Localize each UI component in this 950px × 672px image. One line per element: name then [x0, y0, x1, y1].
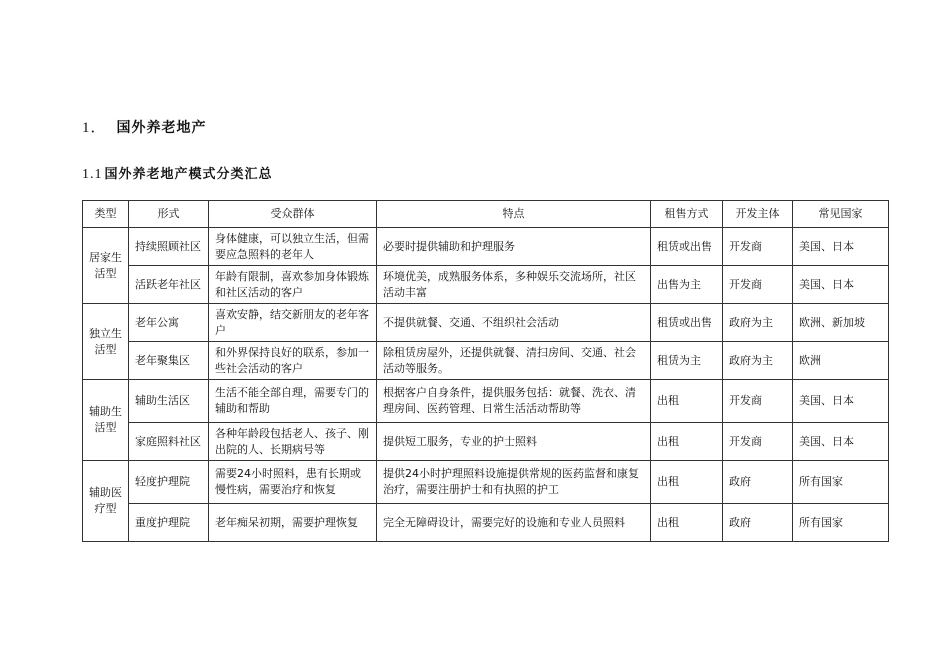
features-cell: 根据客户自身条件，提供服务包括：就餐、洗衣、清理房间、医药管理、日常生活活动帮助等 [377, 380, 651, 423]
features-cell: 完全无障碍设计，需要完好的设施和专业人员照料 [377, 504, 651, 542]
header-audience: 受众群体 [209, 201, 377, 228]
countries-cell: 美国、日本 [793, 380, 889, 423]
audience-cell: 喜欢安静，结交新朋友的老年客户 [209, 304, 377, 342]
developer-cell: 开发商 [723, 228, 793, 266]
table-row [83, 504, 889, 542]
features-cell: 除租赁房屋外，还提供就餐、清扫房间、交通、社会活动等服务。 [377, 342, 651, 380]
developer-cell: 政府为主 [723, 304, 793, 342]
sales-cell: 出租 [651, 461, 723, 504]
countries-cell: 所有国家 [793, 504, 889, 542]
subsection-heading [82, 163, 273, 183]
countries-cell: 欧洲、新加坡 [793, 304, 889, 342]
audience-cell: 各种年龄段包括老人、孩子、刚出院的人、长期病号等 [209, 423, 377, 461]
form-cell: 辅助生活区 [129, 380, 209, 423]
subsection-title: 国外养老地产模式分类汇总 [104, 167, 273, 182]
sales-cell: 租赁为主 [651, 342, 723, 380]
countries-cell: 美国、日本 [793, 266, 889, 304]
header-sales: 租售方式 [651, 201, 723, 228]
audience-cell: 身体健康，可以独立生活，但需要应急照料的老年人 [209, 228, 377, 266]
form-cell: 持续照顾社区 [129, 228, 209, 266]
sales-cell: 出租 [651, 380, 723, 423]
type-cell: 独立生活型 [83, 304, 129, 380]
type-cell: 辅助生活型 [83, 380, 129, 461]
table-row [83, 228, 889, 266]
countries-cell: 美国、日本 [793, 228, 889, 266]
table-row [83, 342, 889, 380]
countries-cell: 所有国家 [793, 461, 889, 504]
developer-cell: 政府为主 [723, 342, 793, 380]
table-row [83, 461, 889, 504]
audience-cell: 生活不能全部自理，需要专门的辅助和帮助 [209, 380, 377, 423]
developer-cell: 开发商 [723, 380, 793, 423]
countries-cell: 美国、日本 [793, 423, 889, 461]
table-row [83, 266, 889, 304]
form-cell: 重度护理院 [129, 504, 209, 542]
sales-cell: 出租 [651, 504, 723, 542]
form-cell: 活跃老年社区 [129, 266, 209, 304]
features-cell: 环境优美，成熟服务体系，多种娱乐交流场所，社区活动丰富 [377, 266, 651, 304]
developer-cell: 开发商 [723, 423, 793, 461]
header-features: 特点 [377, 201, 651, 228]
form-cell: 老年公寓 [129, 304, 209, 342]
header-form: 形式 [129, 201, 209, 228]
audience-cell: 需要24小时照料，患有长期或慢性病，需要治疗和恢复 [209, 461, 377, 504]
type-cell: 居家生活型 [83, 228, 129, 304]
audience-cell: 年龄有限制，喜欢参加身体锻炼和社区活动的客户 [209, 266, 377, 304]
type-cell: 辅助医疗型 [83, 461, 129, 542]
sales-cell: 出售为主 [651, 266, 723, 304]
countries-cell: 欧洲 [793, 342, 889, 380]
table-row [83, 380, 889, 423]
header-developer: 开发主体 [723, 201, 793, 228]
features-cell: 必要时提供辅助和护理服务 [377, 228, 651, 266]
features-cell: 提供短工服务，专业的护士照料 [377, 423, 651, 461]
features-cell: 提供24小时护理照料设施提供常规的医药监督和康复治疗，需要注册护士和有执照的护工 [377, 461, 651, 504]
audience-cell: 老年痴呆初期，需要护理恢复 [209, 504, 377, 542]
features-cell: 不提供就餐、交通、不组织社会活动 [377, 304, 651, 342]
developer-cell: 开发商 [723, 266, 793, 304]
audience-cell: 和外界保持良好的联系，参加一些社会活动的客户 [209, 342, 377, 380]
table-header-row [83, 201, 889, 228]
table-row [83, 304, 889, 342]
section-title: 国外养老地产 [116, 120, 207, 136]
form-cell: 老年聚集区 [129, 342, 209, 380]
section-heading [82, 116, 207, 137]
elderly-real-estate-table [82, 200, 889, 542]
table-row [83, 423, 889, 461]
sales-cell: 出租 [651, 423, 723, 461]
section-number: 1． [82, 120, 107, 136]
developer-cell: 政府 [723, 504, 793, 542]
sales-cell: 租赁或出售 [651, 228, 723, 266]
header-type: 类型 [83, 201, 129, 228]
form-cell: 轻度护理院 [129, 461, 209, 504]
header-countries: 常见国家 [793, 201, 889, 228]
form-cell: 家庭照料社区 [129, 423, 209, 461]
sales-cell: 租赁或出售 [651, 304, 723, 342]
developer-cell: 政府 [723, 461, 793, 504]
subsection-number: 1.1 [82, 167, 103, 182]
